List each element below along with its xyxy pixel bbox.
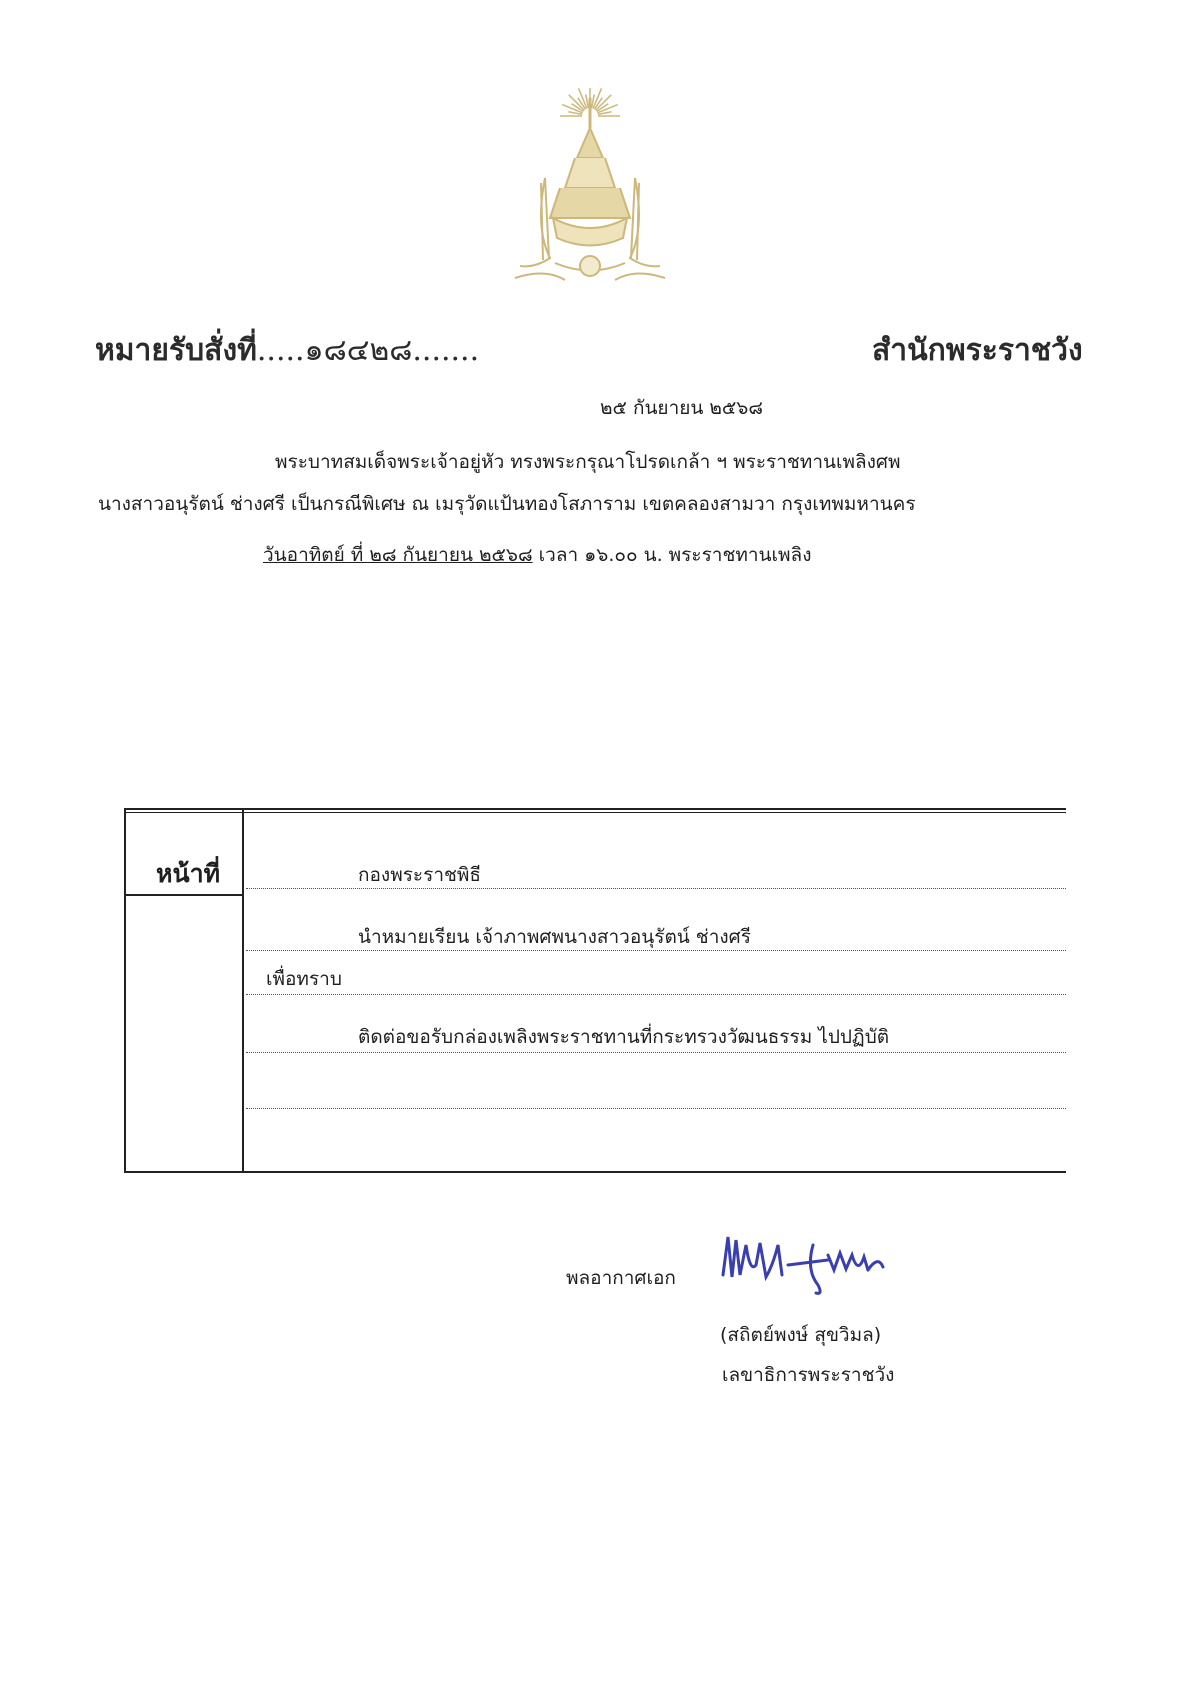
- ceremony-time: เวลา ๑๖.๐๐ น. พระราชทานเพลิง: [532, 544, 812, 566]
- duty-department: กองพระราชพิธี: [358, 864, 482, 886]
- duty-row-3: ติดต่อขอรับกล่องเพลิงพระราชทานที่กระทรวงวัฒนธรรม ไปปฏิบัติ: [358, 1026, 890, 1048]
- dotted-line: [246, 994, 1066, 995]
- office-name: สำนักพระราชวัง: [872, 333, 1083, 368]
- body-line-1: พระบาทสมเด็จพระเจ้าอยู่หัว ทรงพระกรุณาโปรดเกล้า ฯ พระราชทานเพลิงศพ: [275, 451, 901, 473]
- table-label-divider: [124, 894, 244, 896]
- body-line-2: นางสาวอนุรัตน์ ช่างศรี เป็นกรณีพิเศษ ณ เมรุวัดแป้นทองโสภาราม เขตคลองสามวา กรุงเทพมหานคร: [98, 493, 916, 515]
- table-top-border: [124, 808, 1066, 810]
- signer-name: (สถิตย์พงษ์ สุขวิมล): [720, 1324, 882, 1346]
- dotted-line: [246, 950, 1066, 951]
- handwritten-signature: [718, 1225, 898, 1295]
- dotted-line: [246, 888, 1066, 889]
- order-header: [95, 327, 479, 374]
- document-date: ๒๕ กันยายน ๒๕๖๘: [600, 397, 764, 419]
- ceremony-date: วันอาทิตย์ ที่ ๒๘ กันยายน ๒๕๖๘: [263, 544, 533, 566]
- body-line-3: [263, 540, 811, 570]
- signer-title: เลขาธิการพระราชวัง: [722, 1364, 895, 1386]
- order-number: .....๑๘๔๒๘.......: [256, 333, 480, 368]
- table-column-divider: [242, 808, 244, 1173]
- royal-emblem-icon: [505, 88, 675, 298]
- table-bottom-border: [124, 1171, 1066, 1173]
- duty-row-2: เพื่อทราบ: [266, 968, 342, 990]
- duty-row-1: นำหมายเรียน เจ้าภาพศพนางสาวอนุรัตน์ ช่างศรี: [358, 926, 751, 948]
- duty-table: [124, 808, 1066, 1173]
- table-left-border: [124, 808, 126, 1173]
- table-top-border-inner: [124, 812, 1066, 813]
- order-label: หมายรับสั่งที่: [95, 333, 257, 368]
- dotted-line: [246, 1108, 1066, 1109]
- duty-label: หน้าที่: [156, 859, 221, 888]
- signer-rank: พลอากาศเอก: [566, 1267, 676, 1289]
- dotted-line: [246, 1052, 1066, 1053]
